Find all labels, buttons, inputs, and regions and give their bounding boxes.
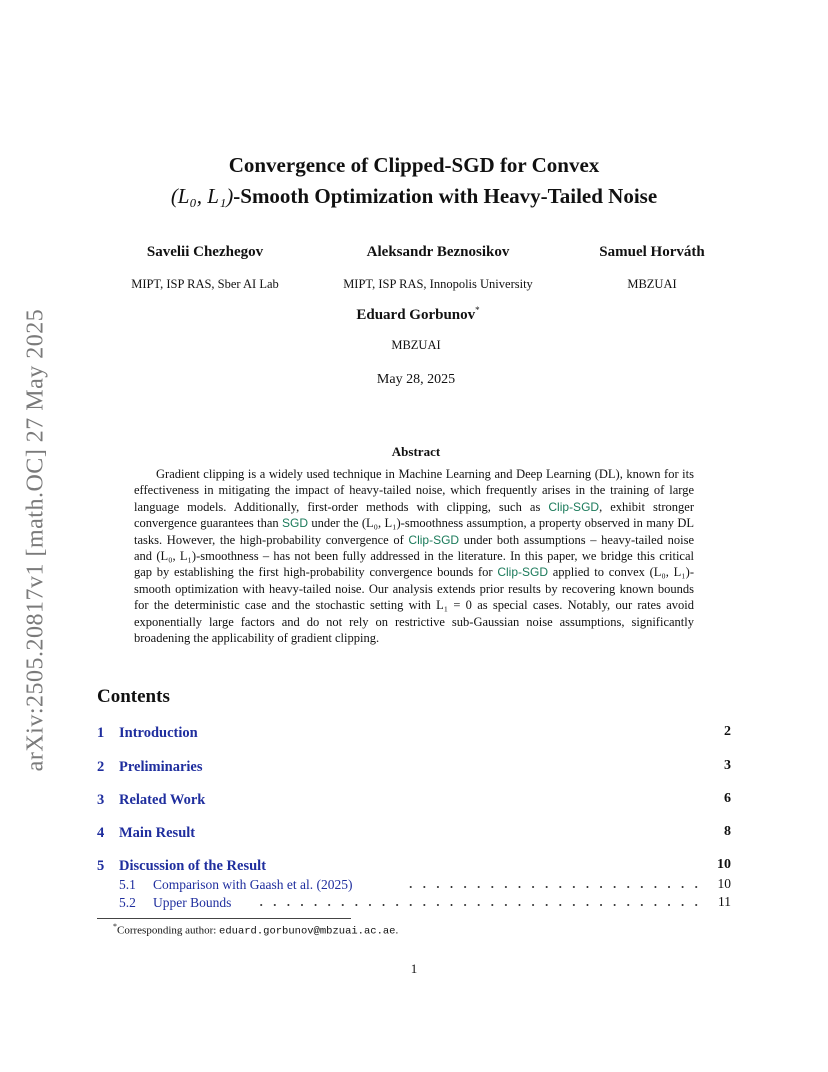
toc-number: 4 bbox=[97, 825, 105, 841]
toc-page: 10 bbox=[717, 857, 731, 872]
title-line-2 bbox=[90, 181, 738, 212]
toc-leader-dots bbox=[399, 882, 703, 892]
toc-number: 3 bbox=[97, 792, 105, 808]
footnote bbox=[113, 922, 398, 938]
author-affiliation: MBZUAI bbox=[627, 277, 677, 291]
abstract-text: under both assumptions – heavy-tailed noise and (L₀, L₁)-smoothness – has not been fully addressed in the literature. In this paper, we bridge this critical gap by establishing the first high-probability convergence bounds for bbox=[134, 532, 694, 580]
abstract-heading: Abstract bbox=[391, 444, 441, 459]
title-line-1: Convergence of Clipped-SGD for Convex bbox=[228, 153, 600, 177]
author-name: Samuel Horváth bbox=[599, 244, 705, 260]
toc-number: 2 bbox=[97, 759, 105, 775]
toc-page: 8 bbox=[724, 824, 731, 839]
toc-page: 10 bbox=[717, 876, 731, 891]
author-affiliation: MIPT, ISP RAS, Sber AI Lab bbox=[131, 277, 279, 291]
paper-date: May 28, 2025 bbox=[376, 372, 456, 387]
author-name bbox=[318, 305, 518, 324]
clip-sgd-link[interactable]: Clip-SGD bbox=[497, 565, 548, 580]
footnote-text: Corresponding author: bbox=[117, 924, 220, 937]
toc-entry-preliminaries[interactable] bbox=[97, 758, 731, 778]
toc-entry-main-result[interactable] bbox=[97, 824, 731, 844]
author-affiliation: MBZUAI bbox=[391, 338, 441, 352]
abstract-text: Gradient clipping is a widely used technique in Machine Learning and Deep Learning (DL), known for its effectiveness in mitigating the impact of heavy-tailed noise, which frequently arises in the training of large language models. Additionally, first-order methods with clipping, such as bbox=[134, 467, 694, 514]
toc-title: Introduction bbox=[119, 725, 198, 741]
toc-number: 5 bbox=[97, 858, 105, 874]
abstract-body bbox=[134, 466, 694, 646]
toc-entry-upper-bounds[interactable] bbox=[97, 894, 731, 914]
author-name: Savelii Chezhegov bbox=[146, 244, 264, 260]
title-line-2-rest: -Smooth Optimization with Heavy-Tailed Noise bbox=[233, 184, 658, 208]
abstract-text: under the (L₀, L₁)-smoothness assumption, a property observed in many DL tasks. However, the high-probability convergence of bbox=[134, 516, 694, 547]
title-math: (L₀, L₁) bbox=[170, 184, 234, 208]
toc-page: 2 bbox=[724, 724, 731, 739]
footnote-mark: * bbox=[113, 922, 117, 931]
toc-number: 5.1 bbox=[119, 877, 136, 892]
clip-sgd-link[interactable]: Clip-SGD bbox=[548, 499, 600, 514]
paper-title bbox=[90, 150, 738, 212]
toc-title: Main Result bbox=[119, 825, 196, 841]
toc-leader-dots bbox=[257, 900, 703, 910]
footnote-end: . bbox=[395, 924, 399, 937]
toc-page: 3 bbox=[724, 758, 731, 773]
toc-entry-related-work[interactable] bbox=[97, 791, 731, 811]
toc-page: 11 bbox=[718, 894, 731, 909]
clip-sgd-link[interactable]: Clip-SGD bbox=[408, 532, 460, 547]
arxiv-stamp-text: arXiv:2505.20817v1 [math.OC] 27 May 2025 bbox=[22, 308, 49, 772]
footnote-rule bbox=[97, 918, 351, 919]
author-affiliation: MIPT, ISP RAS, Innopolis University bbox=[343, 277, 533, 291]
abstract-text: , exhibit stronger convergence guarantees than bbox=[134, 499, 694, 531]
footnote-mark: * bbox=[475, 305, 480, 315]
abstract-text: applied to convex (L₀, L₁)-smooth optimization with heavy-tailed noise. Our analysis extends prior results by recovering known bounds for the deterministic case and the stochastic setting with L₁ = 0 as special cases. Notably, our rates avoid exponentially large factors and do not rely on restrictive sub-Gaussian noise assumptions, significantly broadening the applicability of gradient clipping. bbox=[134, 565, 694, 646]
toc-title: Related Work bbox=[119, 792, 206, 808]
author-name-text: Eduard Gorbunov bbox=[356, 307, 476, 323]
toc-title: Preliminaries bbox=[119, 759, 203, 775]
toc-entry-comparison[interactable] bbox=[97, 876, 731, 896]
sgd-link[interactable]: SGD bbox=[282, 516, 309, 531]
toc-entry-introduction[interactable] bbox=[97, 724, 731, 744]
toc-entry-discussion[interactable] bbox=[97, 857, 731, 877]
email-link[interactable]: eduard.gorbunov@mbzuai.ac.ae bbox=[219, 925, 396, 938]
contents-heading: Contents bbox=[97, 686, 170, 707]
arxiv-stamp bbox=[0, 0, 70, 1072]
toc-number: 5.2 bbox=[119, 895, 136, 910]
toc-page: 6 bbox=[724, 791, 731, 806]
page-number: 1 bbox=[410, 961, 418, 976]
toc-title: Discussion of the Result bbox=[119, 858, 267, 874]
author-name: Aleksandr Beznosikov bbox=[366, 244, 510, 260]
toc-title: Upper Bounds bbox=[153, 895, 232, 910]
toc-title: Comparison with Gaash et al. (2025) bbox=[153, 877, 353, 892]
toc-number: 1 bbox=[97, 725, 105, 741]
